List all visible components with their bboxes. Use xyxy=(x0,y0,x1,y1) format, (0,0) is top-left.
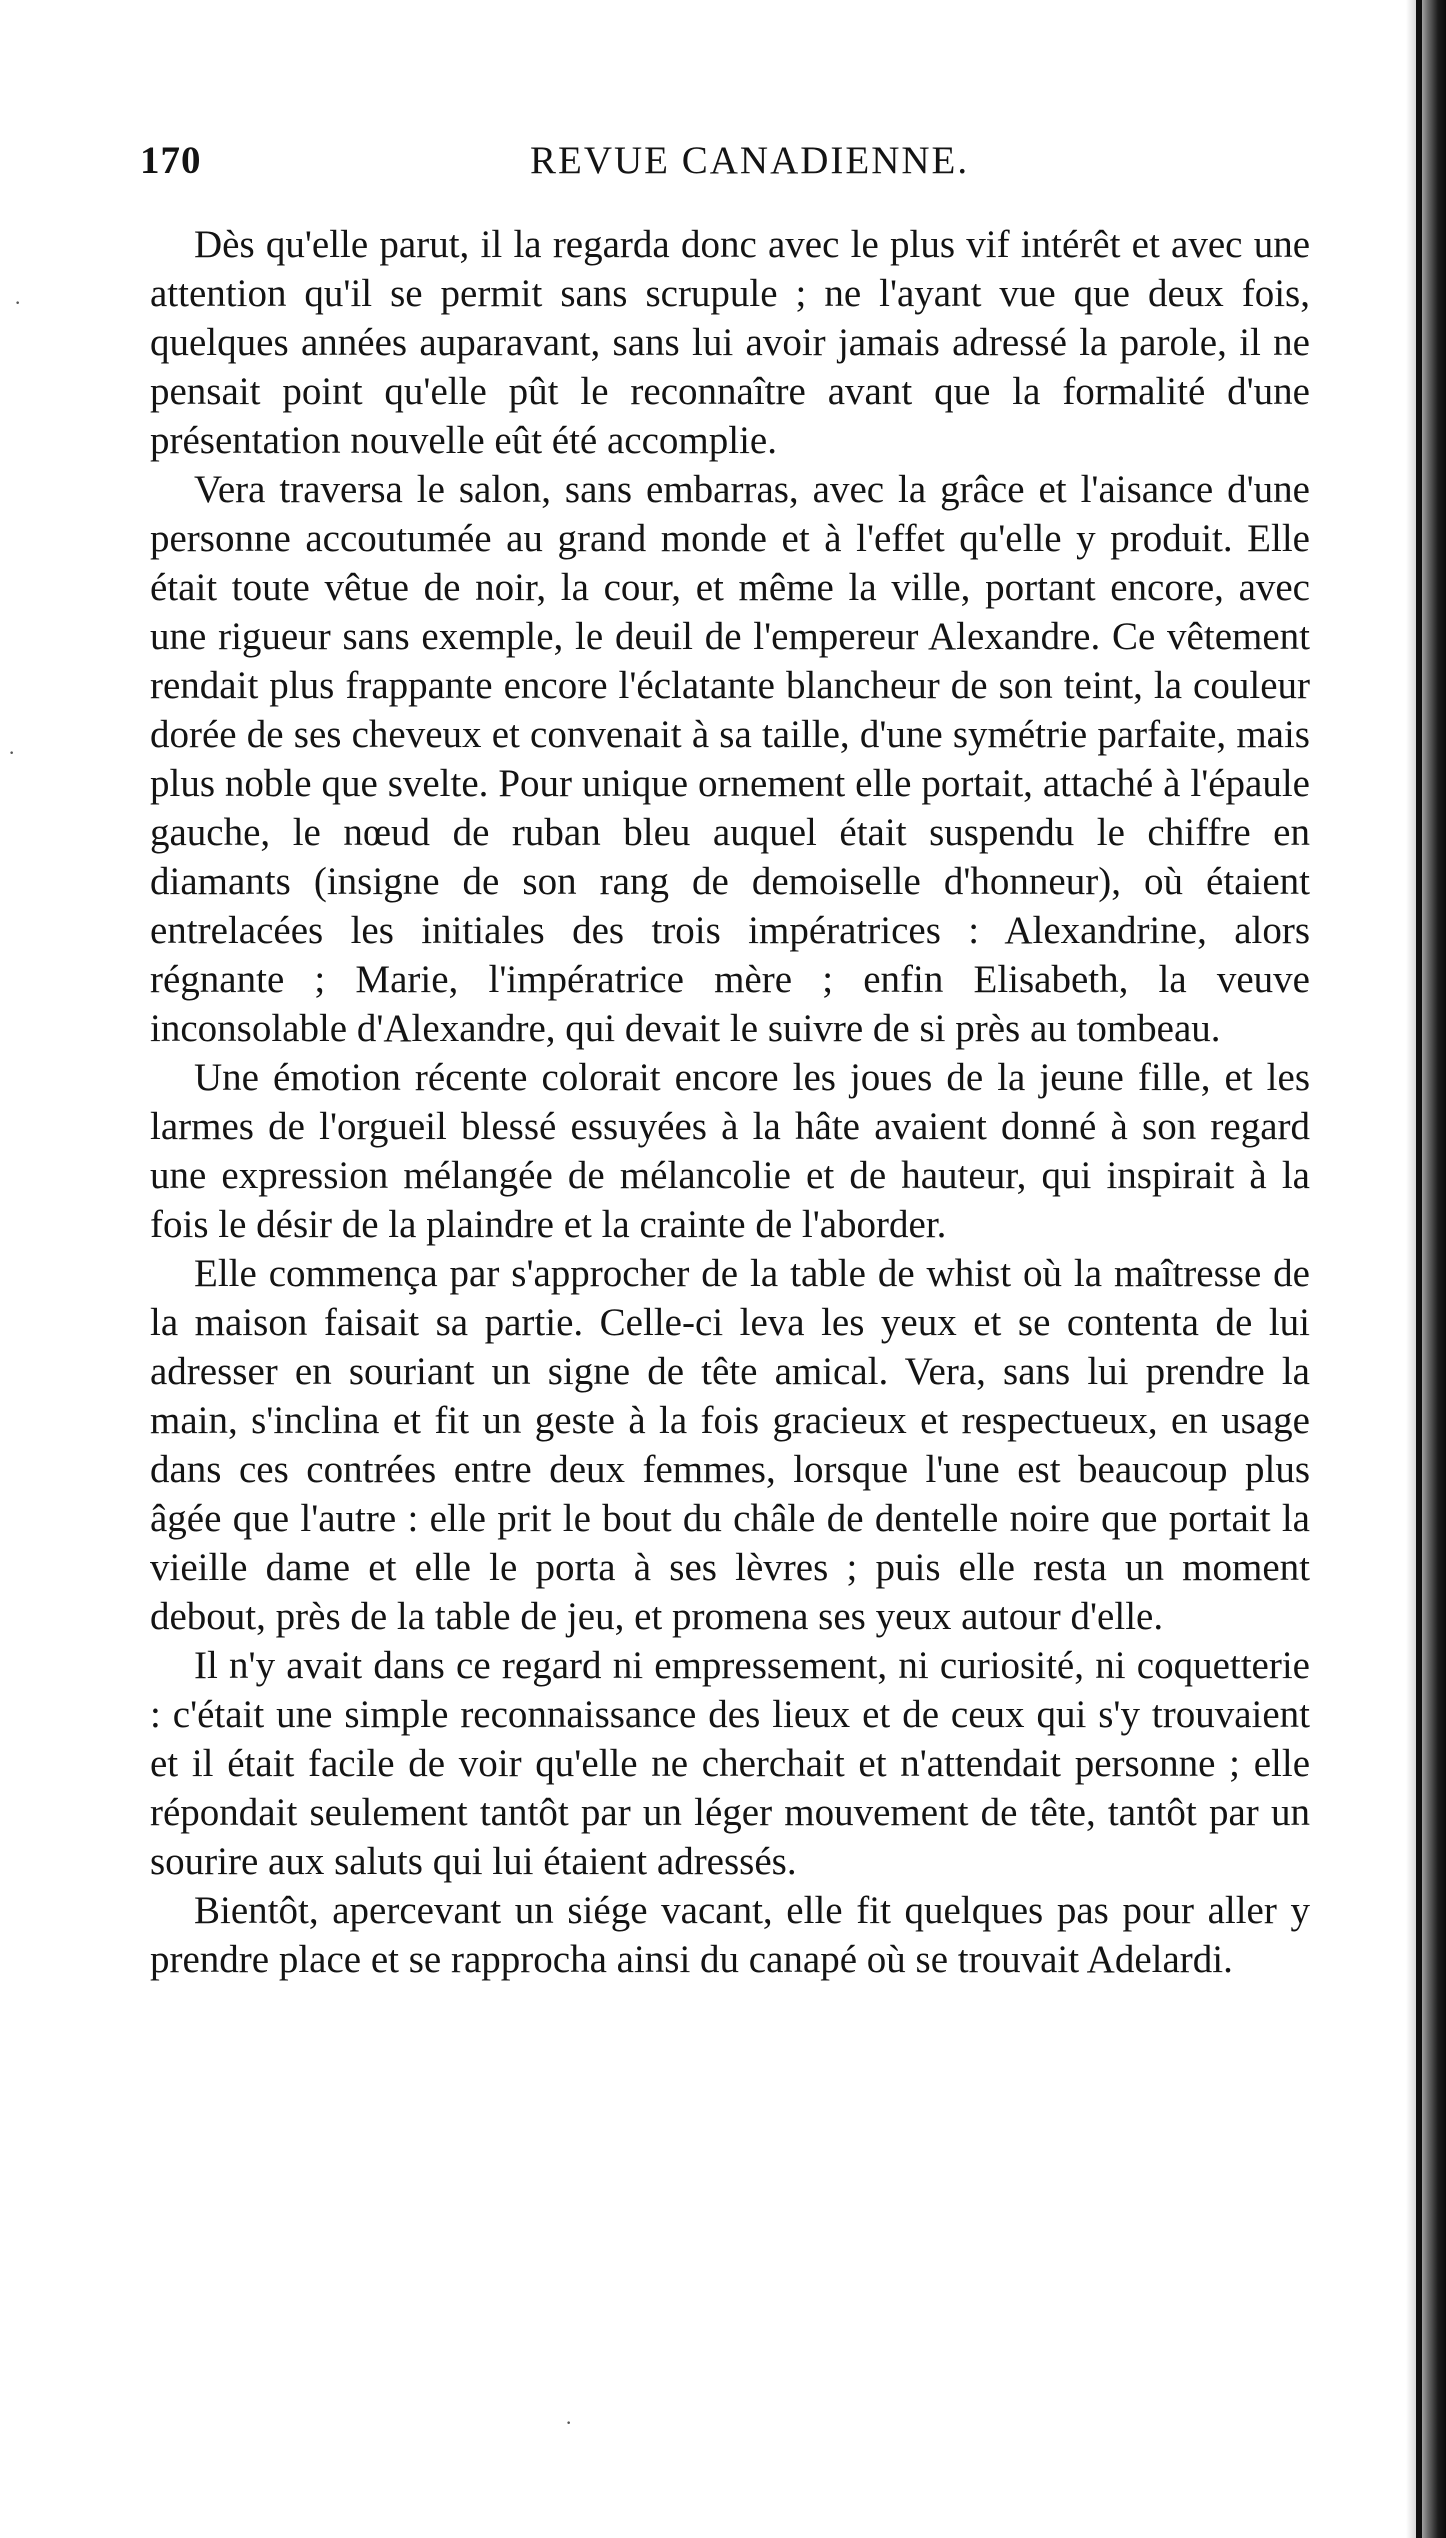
paragraph-2: Vera traversa le salon, sans embarras, avec la grâce et l'aisance d'une personne accoutumée au grand monde et à l'effet qu'elle y produit. Elle était toute vêtue de noir, la cour, et même la ville, portant encore, avec une rigueur sans exemple, le deuil de l'empereur Alexandre. Ce vêtement rendait plus frappante encore l'éclatante blancheur de son teint, la couleur dorée de ses cheveux et convenait à sa taille, d'une symétrie parfaite, mais plus noble que svelte. Pour unique ornement elle portait, attaché à l'épaule gauche, le nœud de ruban bleu auquel était suspendu le chiffre en diamants (insigne de son rang de demoiselle d'honneur), où étaient entrelacées les initiales des trois impératrices : Alexandrine, alors régnante ; Marie, l'impératrice mère ; enfin Elisabeth, la veuve inconsolable d'Alexandre, qui devait le suivre de si près au tombeau. xyxy=(150,468,1310,1050)
ink-speck: · xyxy=(565,2410,573,2435)
ink-speck: · xyxy=(14,290,22,315)
ink-speck: · xyxy=(8,740,16,765)
page-header xyxy=(140,138,1320,198)
binding-edge-line xyxy=(1416,0,1422,2538)
page-number: 170 xyxy=(140,139,202,182)
binding-edge-shadow xyxy=(1406,0,1446,2538)
paragraph-5: Il n'y avait dans ce regard ni empressement, ni curiosité, ni coquetterie : c'était une simple reconnaissance des lieux et de ceux qui s'y trouvaient et il était facile de voir qu'elle ne cherchait et n'attendait personne ; elle répondait seulement tantôt par un léger mouvement de tête, tantôt par un sourire aux saluts qui lui étaient adressés. xyxy=(150,1644,1310,1883)
paragraph-4: Elle commença par s'approcher de la table de whist où la maîtresse de la maison faisait sa partie. Celle-ci leva les yeux et se contenta de lui adresser en souriant un signe de tête amical. Vera, sans lui prendre la main, s'inclina et fit un geste à la fois gracieux et respectueux, en usage dans ces contrées entre deux femmes, lorsque l'une est beaucoup plus âgée que l'autre : elle prit le bout du châle de dentelle noire que portait la vieille dame et elle le porta à ses lèvres ; puis elle resta un moment debout, près de la table de jeu, et promena ses yeux autour d'elle. xyxy=(150,1252,1310,1638)
body-text xyxy=(150,220,1310,1984)
paragraph-1: Dès qu'elle parut, il la regarda donc avec le plus vif intérêt et avec une attention qu'il se permit sans scrupule ; ne l'ayant vue que deux fois, quelques années auparavant, sans lui avoir jamais adressé la parole, il ne pensait point qu'elle pût le reconnaître avant que la formalité d'une présentation nouvelle eût été accomplie. xyxy=(150,223,1310,462)
paragraph-6: Bientôt, apercevant un siége vacant, elle fit quelques pas pour aller y prendre place et se rapprocha ainsi du canapé où se trouvait Adelardi. xyxy=(150,1889,1310,1981)
running-title: REVUE CANADIENNE. xyxy=(530,139,970,182)
paragraph-3: Une émotion récente colorait encore les joues de la jeune fille, et les larmes de l'orgueil blessé essuyées à la hâte avaient donné à son regard une expression mélangée de mélancolie et de hauteur, qui inspirait à la fois le désir de la plaindre et la crainte de l'aborder. xyxy=(150,1056,1310,1246)
